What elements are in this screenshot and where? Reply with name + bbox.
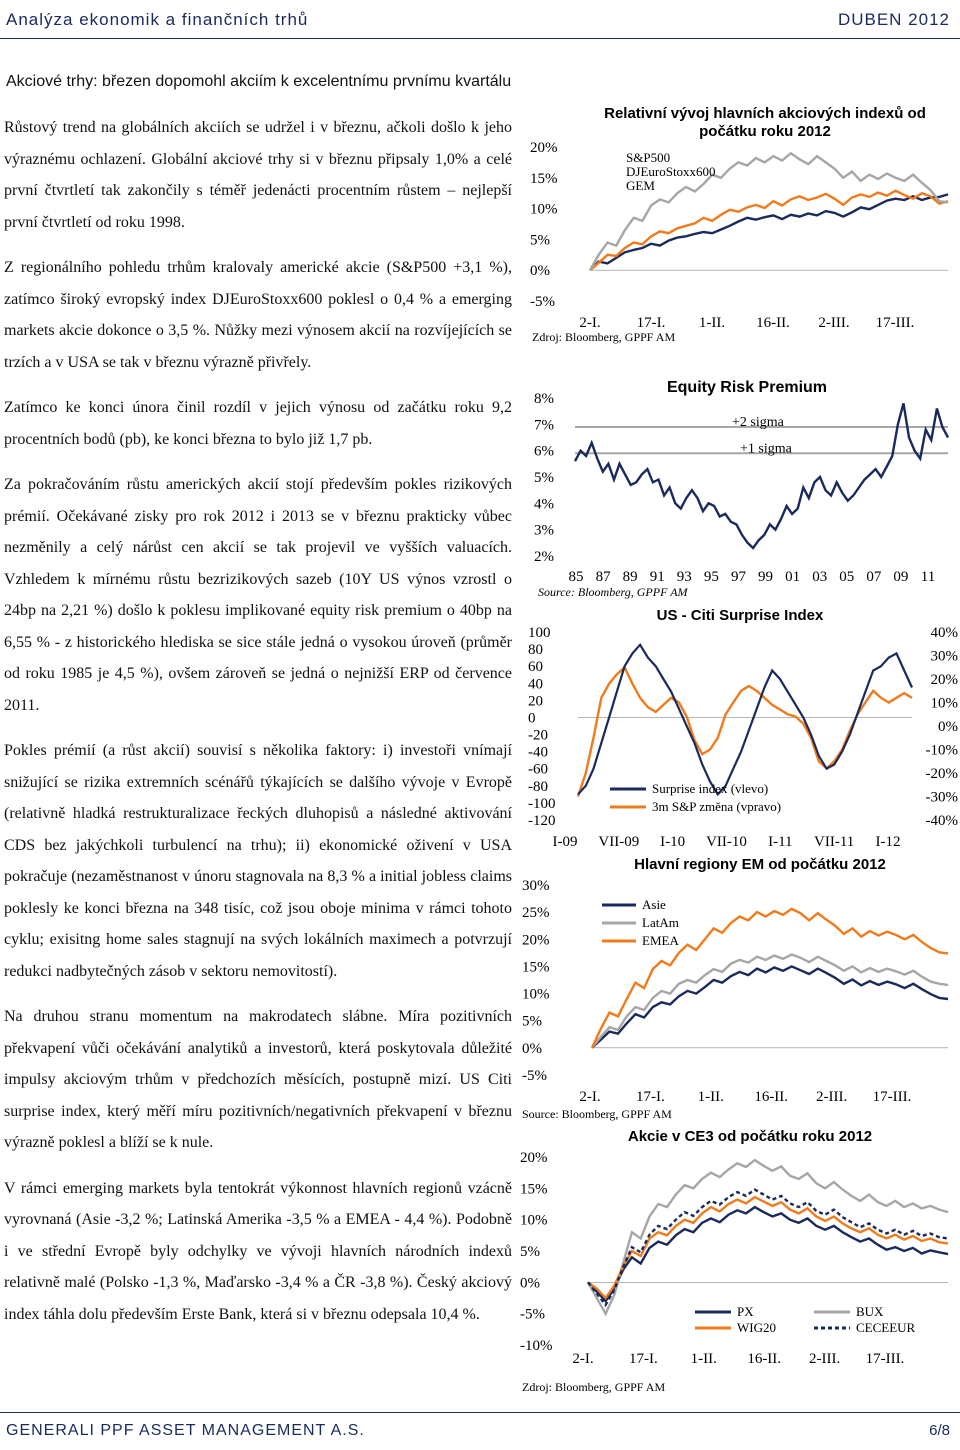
header-rule <box>0 38 960 39</box>
x-tick-label: I-10 <box>660 834 686 850</box>
paragraph: Na druhou stranu momentum na makrodatech slábne. Míra pozitivních překvapení vůči očekávání analytiků a investorů, která poskytovala důležité impulsy akciovým trhům v předchozích měsících, postupně mizí. US Citi surprise index, který měří míru pozitivních/negativních překvapení v březnu výrazně poklesl a blíží se k nule. <box>4 1008 512 1151</box>
x-tick-label: 17-I. <box>636 1089 665 1105</box>
text-column <box>4 112 512 1344</box>
y-tick-label: -10% <box>925 742 958 759</box>
y-tick-label: 5% <box>522 1013 542 1030</box>
x-tick-label: 2-III. <box>818 315 850 331</box>
paragraph: Pokles prémií (a růst akcií) souvisí s několika faktory: i) investoři vnímají snižující se rizika extremních scénářů týkajících se dalšího vývoje v Evropě (relativně hladká restrukturalizace řeckých dluhopisů a následné aktivování CDS bez jakýchkoli turbulencí na trhu); ii) ekonomické oživení v USA pokračuje (nezaměstnanost v únoru stagnovala na 8,3 % a initial jobless claims poklesly ke konci března na 348 tisíc, což jsou oboje minima v rámci tohoto cyklu; exisitng home sales stagnují na svých lokálních maximech a potvrzují redukci nadbytečných zásob v sektoru nemovitostí). <box>4 742 512 980</box>
chart-source: Zdroj: Bloomberg, GPPF AM <box>532 330 676 344</box>
chart-em-regions <box>520 853 950 1128</box>
x-tick-label: 1-II. <box>698 315 726 331</box>
x-tick-label: 1-II. <box>697 1089 724 1105</box>
x-tick-label: 16-II. <box>756 315 790 331</box>
chart-ce3-stocks-svg <box>520 1125 950 1395</box>
chart-source: Zdroj: Bloomberg, GPPF AM <box>522 1380 666 1394</box>
x-tick-label: 2-I. <box>572 1351 594 1367</box>
y-tick-label: 20% <box>530 140 558 156</box>
x-tick-label: 2-I. <box>579 1089 601 1105</box>
x-tick-label: 17-I. <box>629 1351 658 1367</box>
chart-source: Source: Bloomberg, GPPF AM <box>538 585 688 599</box>
chart-title: Akcie v CE3 od počátku roku 2012 <box>627 1128 873 1145</box>
x-tick-label: 16-II. <box>754 1089 789 1105</box>
y-tick-label: 10% <box>522 986 550 1003</box>
y-tick-label: 30% <box>930 648 958 665</box>
series-line-surprise <box>578 645 912 795</box>
x-tick-label: 89 <box>622 569 638 585</box>
x-tick-label: VII-11 <box>814 834 855 850</box>
chart-citi-surprise <box>520 604 960 859</box>
y-tick-label: 60 <box>528 659 543 676</box>
y-tick-label: 15% <box>530 170 558 187</box>
y-tick-label: -40 <box>528 744 548 761</box>
legend-label: 3m S&P změna (vpravo) <box>652 799 782 814</box>
series-line <box>592 955 948 1048</box>
y-tick-label: 25% <box>522 905 550 922</box>
y-tick-label: 40 <box>528 676 543 693</box>
y-tick-label: 4% <box>534 496 554 513</box>
y-tick-label: -60 <box>528 761 548 778</box>
y-tick-label: 0% <box>938 719 958 735</box>
section-title: Akciové trhy: březen dopomohl akciím k excelentnímu prvnímu kvartálu <box>6 73 512 90</box>
chart-title: počátku roku 2012 <box>699 123 831 140</box>
x-tick-label: 01 <box>785 569 801 585</box>
y-tick-label: 7% <box>534 417 554 434</box>
chart-ce3-stocks <box>520 1125 950 1400</box>
x-tick-label: 85 <box>568 569 584 585</box>
x-tick-label: 17-III. <box>872 1089 912 1105</box>
chart-title: Equity Risk Premium <box>666 379 828 396</box>
chart-title: US - Citi Surprise Index <box>656 607 824 624</box>
series-line-sp-change <box>578 667 912 796</box>
x-tick-label: 2-III. <box>815 1089 848 1105</box>
y-tick-label: 0% <box>520 1275 540 1292</box>
y-tick-label: 6% <box>534 443 554 460</box>
y-tick-label: -80 <box>528 778 548 795</box>
paragraph: Růstový trend na globálních akciích se udržel i v březnu, ačkoli došlo k jeho výraznému ochlazení. Globální akciové trhy si v březnu připsaly 1,0% a celé první čtvrtletí tak zakončily s téměř jedenácti procentním růstem – nejlepší první čtvrtletí od roku 1998. <box>4 119 512 231</box>
x-tick-label: 93 <box>676 569 692 585</box>
y-tick-label: 30% <box>522 878 550 894</box>
chart-citi-surprise-svg <box>520 604 960 854</box>
chart-equity-risk-premium-svg <box>520 372 950 602</box>
x-tick-label: 03 <box>812 569 828 585</box>
x-tick-label: I-09 <box>552 834 578 850</box>
x-tick-label: 09 <box>893 569 909 585</box>
y-tick-label: 5% <box>534 470 554 486</box>
annotation-label: +2 sigma <box>732 414 784 430</box>
y-tick-label: 5% <box>520 1244 540 1260</box>
y-tick-label: -20% <box>925 766 958 782</box>
page-header <box>0 0 960 42</box>
chart-title: Relativní vývoj hlavních akciových indexů od <box>604 105 926 122</box>
legend-label: Asie <box>642 897 666 912</box>
y-tick-label: 0 <box>528 710 536 727</box>
x-tick-label: VII-10 <box>706 834 747 850</box>
legend-label: Surprise index (vlevo) <box>652 781 769 796</box>
y-tick-label: 20 <box>528 693 543 710</box>
x-tick-label: 17-III. <box>875 315 915 331</box>
header-title: Analýza ekonomik a finančních trhů <box>6 10 309 29</box>
legend-label: S&P500 <box>626 150 671 165</box>
y-tick-label: 8% <box>534 391 554 407</box>
chart-source: Source: Bloomberg, GPPF AM <box>522 1107 672 1121</box>
x-tick-label: 11 <box>920 569 936 585</box>
paragraph: Zatímco ke konci února činil rozdíl v jejich výnosu od začátku roku 9,2 procentních bodů (pb), ke konci března to bylo již 1,7 pb. <box>4 399 512 448</box>
y-tick-label: 20% <box>930 672 958 688</box>
y-tick-label: -120 <box>528 813 556 829</box>
y-tick-label: 10% <box>930 695 958 712</box>
legend-label: PX <box>737 1304 754 1319</box>
paragraph: Z regionálního pohledu trhům kralovaly americké akcie (S&P500 +3,1 %), zatímco široký evropský index DJEuroStoxx600 poklesl o 0,4 % a emerging markets akcie dokonce o 3,5 %. Nůžky mezi výnosem akcií na rozvíjejících se trzích a v USA se tak v březnu výrazně přivřely. <box>4 259 512 371</box>
y-tick-label: 15% <box>522 959 550 976</box>
x-tick-label: 2-I. <box>579 315 601 331</box>
y-tick-label: -5% <box>530 294 555 310</box>
y-tick-label: -100 <box>528 795 556 812</box>
x-tick-label: 91 <box>649 569 665 585</box>
footer-company: GENERALI PPF ASSET MANAGEMENT A.S. <box>6 1422 365 1439</box>
x-tick-label: 16-II. <box>747 1351 782 1367</box>
legend-label: DJEuroStoxx600 <box>626 164 716 179</box>
x-tick-label: I-11 <box>768 834 793 850</box>
x-tick-label: 99 <box>758 569 774 585</box>
x-tick-label: 17-I. <box>636 315 666 331</box>
x-tick-label: 07 <box>866 569 882 585</box>
x-tick-label: 05 <box>839 569 855 585</box>
chart-em-regions-svg <box>520 853 950 1123</box>
paragraph: Za pokračováním růstu amerických akcií stojí především pokles rizikových prémií. Očekávané zisky pro rok 2012 i 2013 se v březnu prakticky vůbec nezměnily a celý nárůst cen akcií se tak projevil ve vyšších valuacích. Vzhledem k mírnému růstu bezrizikových sazeb (10Y US výnos vzrostl o 24bp na 2,21 %) došlo k poklesu implikované equity risk premium o 40bp na 6,55 % - z historického hlediska se sice stále jedná o vysokou úroveň (průměr od roku 1985 je 4,5 %), ovšem zároveň se jedná o nejnižší ERP od července 2011. <box>4 476 512 714</box>
y-tick-label: 5% <box>530 232 550 249</box>
legend-label: CECEEUR <box>856 1320 916 1335</box>
paragraph: V rámci emerging markets byla tentokrát výkonnost hlavních regionů vzácně vyrovnaná (Asie -3,2 %; Latinská Amerika -3,5 % a EMEA - 4,4 %). Podobně i ve střední Evropě byly odchylky ve vývoji hlavních národních indexů relativně malé (Polsko -1,3 %, Maďarsko -3,4 % a ČR -3,8 %). Český akciový index táhla dolu především Erste Bank, která si v březnu odepsala 10,4 %. <box>4 1179 512 1323</box>
y-tick-label: -5% <box>522 1068 547 1084</box>
chart-relative-indices-svg <box>520 100 950 350</box>
chart-title: Hlavní regiony EM od počátku 2012 <box>634 856 886 873</box>
y-tick-label: 10% <box>520 1212 548 1229</box>
legend-label: GEM <box>626 178 655 193</box>
y-tick-label: -5% <box>520 1306 545 1323</box>
y-tick-label: 3% <box>534 522 554 539</box>
y-tick-label: 20% <box>520 1150 548 1166</box>
y-tick-label: 0% <box>530 263 550 280</box>
legend-label: WIG20 <box>737 1320 776 1335</box>
y-tick-label: -10% <box>520 1338 553 1354</box>
chart-equity-risk-premium <box>520 372 950 607</box>
x-tick-label: 17-III. <box>865 1351 905 1367</box>
annotation-label: +1 sigma <box>740 441 792 457</box>
x-tick-label: 2-III. <box>808 1351 841 1367</box>
legend-label: BUX <box>856 1304 884 1319</box>
y-tick-label: -40% <box>925 813 958 829</box>
y-tick-label: 2% <box>534 549 554 565</box>
series-line <box>590 191 948 271</box>
chart-relative-indices <box>520 100 950 355</box>
page-footer <box>0 1406 960 1450</box>
y-tick-label: 15% <box>520 1181 548 1198</box>
y-tick-label: 20% <box>522 932 550 949</box>
y-tick-label: 0% <box>522 1040 542 1057</box>
x-tick-label: 87 <box>595 569 611 585</box>
x-tick-label: 1-II. <box>690 1351 717 1367</box>
legend-label: EMEA <box>642 933 679 948</box>
x-tick-label: VII-09 <box>598 834 640 850</box>
y-tick-label: -20 <box>528 727 548 744</box>
page-number: 6/8 <box>929 1422 950 1439</box>
y-tick-label: -30% <box>925 789 958 806</box>
y-tick-label: 40% <box>930 625 958 641</box>
series-line <box>588 1160 948 1314</box>
legend-label: LatAm <box>642 915 679 930</box>
x-tick-label: 95 <box>703 569 719 585</box>
y-tick-label: 80 <box>528 642 543 659</box>
y-tick-label: 100 <box>528 625 551 641</box>
y-tick-label: 10% <box>530 201 558 218</box>
footer-rule <box>0 1412 960 1413</box>
header-date: DUBEN 2012 <box>837 10 950 29</box>
x-tick-label: 97 <box>730 569 746 585</box>
x-tick-label: I-12 <box>875 834 901 850</box>
